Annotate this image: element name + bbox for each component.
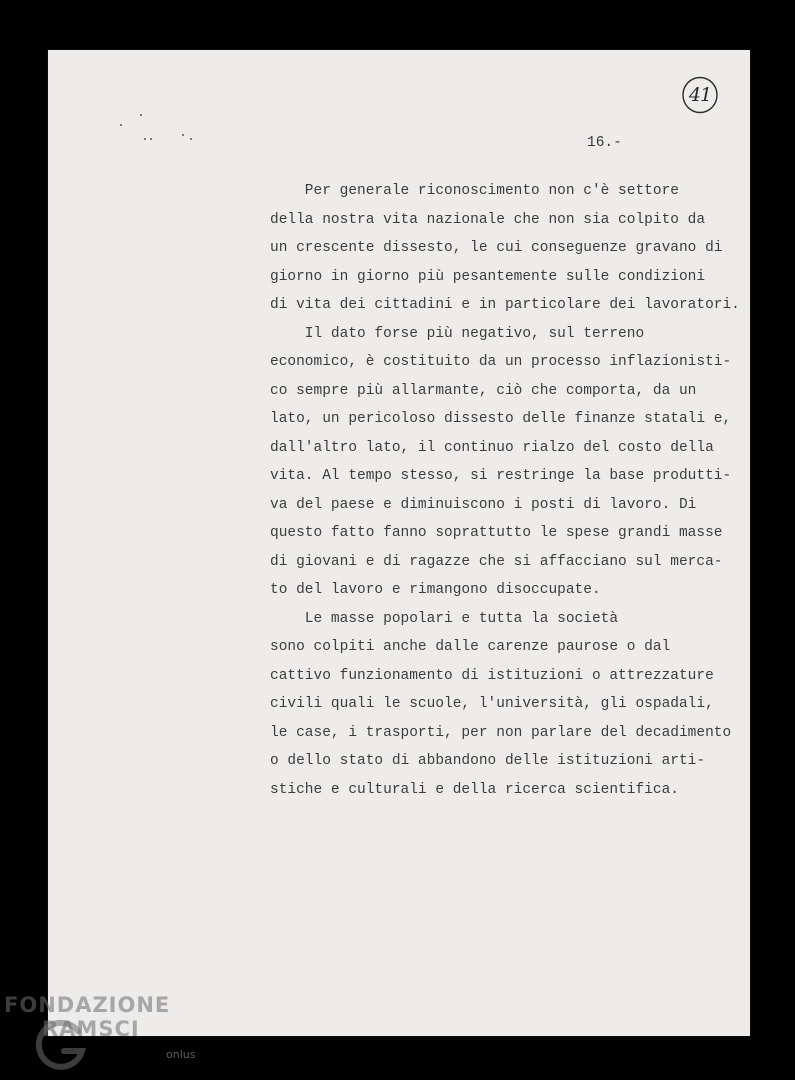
text-line: un crescente dissesto, le cui conseguenze gravano di: [270, 240, 723, 256]
text-line: Le masse popolari e tutta la società: [270, 610, 619, 627]
page-number: 16.-: [587, 135, 622, 151]
text-line: di vita dei cittadini e in particolare dei lavoratori.: [270, 297, 740, 313]
text-line: lato, un pericoloso dissesto delle finanze statali e,: [270, 411, 732, 427]
text-line: giorno in giorno più pesantemente sulle condizioni: [270, 268, 706, 285]
text-line: civili quali le scuole, l'università, gli ospadali,: [270, 696, 714, 712]
speck: [140, 114, 142, 116]
text-line: cattivo funzionamento di istituzioni o attrezzature: [270, 667, 714, 684]
folio-stamp: [680, 75, 720, 115]
text-line: Per generale riconoscimento non c'è settore: [270, 183, 679, 199]
folio-number: 41: [688, 84, 712, 106]
watermark-suffix: onlus: [166, 1048, 196, 1061]
typed-body-text: [270, 177, 750, 804]
text-line: o dello stato di abbandono delle istituzioni arti-: [270, 753, 706, 769]
text-line: della nostra vita nazionale che non sia colpito da: [270, 211, 706, 228]
text-line: questo fatto fanno soprattutto le spese grandi masse: [270, 525, 723, 541]
speck: [120, 124, 122, 126]
text-line: Il dato forse più negativo, sul terreno: [270, 325, 645, 342]
speck: [150, 138, 152, 140]
speck: [182, 134, 184, 136]
speck: [144, 138, 146, 140]
text-line: di giovani e di ragazze che si affacciano sul merca-: [270, 553, 723, 570]
text-line: sono colpiti anche dalle carenze paurose o dal: [270, 639, 671, 655]
speck: [190, 138, 192, 140]
watermark-logo: [4, 993, 204, 1073]
text-line: dall'altro lato, il continuo rialzo del costo della: [270, 439, 714, 456]
text-line: vita. Al tempo stesso, si restringe la base produtti-: [270, 468, 732, 484]
watermark-line2: RAMSCI: [42, 1017, 140, 1041]
text-line: to del lavoro e rimangono disoccupate.: [270, 582, 601, 598]
text-line: economico, è costituito da un processo inflazionisti-: [270, 354, 732, 370]
text-line: stiche e culturali e della ricerca scientifica.: [270, 781, 679, 798]
text-line: le case, i trasporti, per non parlare del decadimento: [270, 724, 732, 741]
text-line: co sempre più allarmante, ciò che comporta, da un: [270, 382, 697, 399]
text-line: va del paese e diminuiscono i posti di lavoro. Di: [270, 496, 697, 513]
paper-specks: [120, 110, 210, 150]
watermark-line1: FONDAZIONE: [4, 993, 171, 1017]
